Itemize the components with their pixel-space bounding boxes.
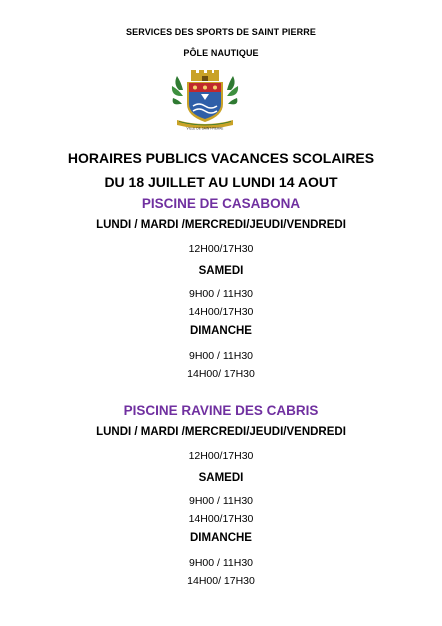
schedule-period: DU 18 JUILLET AU LUNDI 14 AOUT [104,174,338,190]
sunday-time-morning: 9H00 / 11H30 [188,350,253,362]
saturday-time-afternoon: 14H00/17H30 [188,513,254,525]
sunday-time-afternoon: 14H00/ 17H30 [187,575,255,587]
saturday-time-morning: 9H00 / 11H30 [188,288,253,300]
saint-pierre-coat-of-arms-icon [171,70,239,132]
schedule-title: HORAIRES PUBLICS VACANCES SCOLAIRES [67,150,375,166]
saturday-label: SAMEDI [198,265,244,277]
logo-motto: VILLE DE SAINT-PIERRE [186,126,224,131]
org-name: SERVICES DES SPORTS DE SAINT PIERRE [126,27,316,37]
department-name: PÔLE NAUTIQUE [183,48,259,58]
saturday-time-morning: 9H00 / 11H30 [188,495,253,507]
saturday-time-afternoon: 14H00/17H30 [188,306,254,318]
pool-name: PISCINE DE CASABONA [141,196,301,211]
weekdays-time: 12H00/17H30 [188,450,254,462]
weekdays-time: 12H00/17H30 [188,243,254,255]
weekdays-label: LUNDI / MARDI /MERCREDI/JEUDI/VENDREDI [96,219,346,231]
pool-name: PISCINE RAVINE DES CABRIS [123,403,319,418]
saturday-label: SAMEDI [198,472,244,484]
sunday-label: DIMANCHE [190,325,252,337]
sunday-time-afternoon: 14H00/ 17H30 [187,368,255,380]
sunday-label: DIMANCHE [190,532,252,544]
sunday-time-morning: 9H00 / 11H30 [188,557,253,569]
weekdays-label: LUNDI / MARDI /MERCREDI/JEUDI/VENDREDI [96,426,346,438]
